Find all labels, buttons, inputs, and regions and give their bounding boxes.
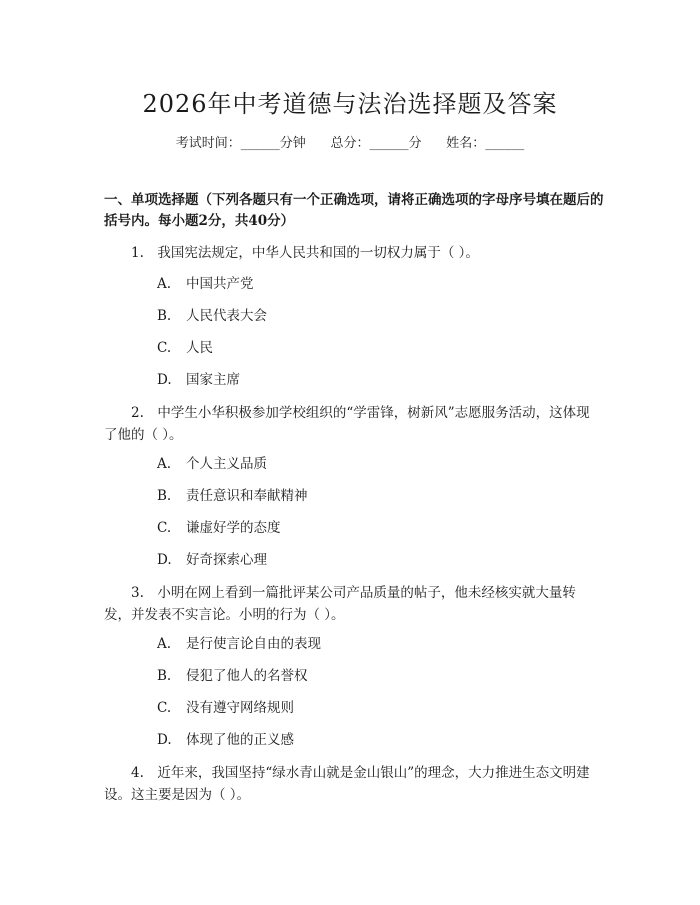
option-2d	[157, 550, 267, 570]
option-3a	[157, 634, 321, 654]
option-text: 侵犯了他人的名誉权	[186, 668, 308, 684]
question-4: 4. 近年来，我国坚持“绿水青山就是金山银山”的理念，大力推进生态文明建设。这主要是因为（ ）。	[104, 765, 590, 803]
question-2: 2. 中学生小华积极参加学校组织的“学雷锋，树新风”志愿服务活动，这体现了他的（ ）。	[104, 405, 590, 443]
option-text: 个人主义品质	[186, 456, 267, 472]
section-heading: 一、单项选择题（下列各题只有一个正确选项，请将正确选项的字母序号填在题后的括号内。每小题2分，共40分）	[104, 192, 604, 229]
option-text: 责任意识和奉献精神	[186, 488, 308, 504]
option-1d	[157, 370, 240, 390]
option-text: 没有遵守网络规则	[186, 700, 294, 716]
option-letter: D.	[157, 732, 172, 748]
option-text: 人民代表大会	[186, 308, 267, 324]
option-letter: D.	[157, 372, 172, 388]
option-text: 人民	[186, 340, 213, 356]
option-letter: A.	[157, 456, 172, 472]
option-letter: D.	[157, 552, 172, 568]
option-text: 国家主席	[186, 372, 240, 388]
option-letter: C.	[157, 340, 172, 356]
option-letter: A.	[157, 276, 172, 292]
option-2c	[157, 518, 281, 538]
option-1b	[157, 306, 267, 326]
page-title: 2026年中考道德与法治选择题及答案	[142, 90, 558, 118]
option-letter: B.	[157, 308, 172, 324]
option-letter: B.	[157, 668, 172, 684]
option-letter: C.	[157, 700, 172, 716]
question-1: 1. 我国宪法规定，中华人民共和国的一切权力属于（ ）。	[131, 245, 479, 261]
option-text: 中国共产党	[186, 276, 254, 292]
option-3c	[157, 698, 294, 718]
option-text: 是行使言论自由的表现	[186, 636, 321, 652]
option-text: 体现了他的正义感	[186, 732, 294, 748]
option-1a	[157, 274, 254, 294]
option-letter: C.	[157, 520, 172, 536]
option-letter: A.	[157, 636, 172, 652]
option-3b	[157, 666, 308, 686]
option-letter: B.	[157, 488, 172, 504]
option-2b	[157, 486, 308, 506]
question-3: 3. 小明在网上看到一篇批评某公司产品质量的帖子，他未经核实就大量转发，并发表不实言论。小明的行为（ ）。	[104, 585, 576, 623]
option-2a	[157, 454, 267, 474]
exam-info-line: 考试时间：______分钟 总分：______分 姓名：______	[175, 136, 525, 151]
option-text: 谦虚好学的态度	[186, 520, 281, 536]
option-3d	[157, 730, 294, 750]
option-1c	[157, 338, 213, 358]
option-text: 好奇探索心理	[186, 552, 267, 568]
